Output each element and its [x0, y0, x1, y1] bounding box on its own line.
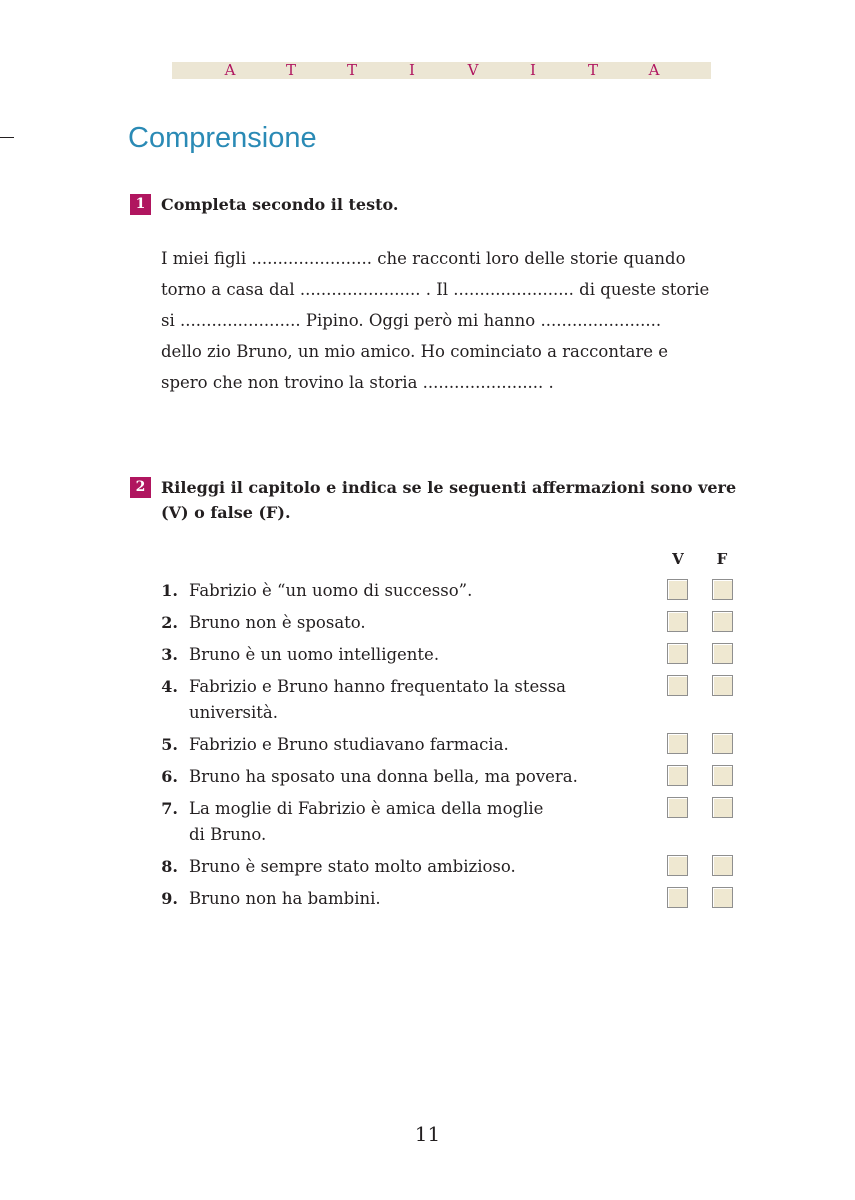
statement-text — [189, 796, 629, 848]
statement-text — [189, 674, 629, 726]
header-letter: A — [648, 61, 660, 79]
statement-line: Fabrizio e Bruno hanno frequentato la stessa — [189, 677, 567, 696]
header-letter: T — [587, 61, 599, 79]
statement-number: 7. — [161, 799, 178, 818]
page-number: 11 — [414, 1122, 441, 1146]
statement-number: 6. — [161, 767, 178, 786]
statement-4-false-checkbox[interactable] — [712, 675, 733, 696]
statement-8-true-checkbox[interactable] — [667, 855, 688, 876]
statement-2-true-checkbox[interactable] — [667, 611, 688, 632]
statement-line: Fabrizio è “un uomo di successo”. — [189, 581, 473, 600]
exercise-1-number-badge: 1 — [130, 194, 151, 215]
statement-text — [189, 886, 629, 912]
crop-mark — [0, 137, 14, 138]
statement-line: Bruno ha sposato una donna bella, ma povera. — [189, 767, 578, 786]
statement-number: 5. — [161, 735, 178, 754]
statement-number: 3. — [161, 645, 178, 664]
statement-text — [189, 732, 629, 758]
statement-line: Bruno non è sposato. — [189, 613, 366, 632]
column-header-false: F — [716, 550, 728, 568]
header-letter: T — [346, 61, 358, 79]
statement-number: 8. — [161, 857, 178, 876]
statement-9-false-checkbox[interactable] — [712, 887, 733, 908]
statement-9-true-checkbox[interactable] — [667, 887, 688, 908]
column-header-true: V — [672, 550, 684, 568]
statement-5-true-checkbox[interactable] — [667, 733, 688, 754]
statement-line: Bruno è sempre stato molto ambizioso. — [189, 857, 516, 876]
statement-5-false-checkbox[interactable] — [712, 733, 733, 754]
activity-header-band — [172, 62, 711, 79]
header-letter: T — [285, 61, 297, 79]
statement-text — [189, 854, 629, 880]
exercise-1-fill-text — [161, 243, 771, 398]
header-letter: A — [224, 61, 236, 79]
section-title: Comprensione — [128, 122, 317, 154]
statement-3-true-checkbox[interactable] — [667, 643, 688, 664]
statement-line: La moglie di Fabrizio è amica della moglie — [189, 799, 544, 818]
statement-number: 9. — [161, 889, 178, 908]
fill-text-line: torno a casa dal ....................... . Il ....................... di queste storie — [161, 280, 710, 299]
statement-7-true-checkbox[interactable] — [667, 797, 688, 818]
statement-1-false-checkbox[interactable] — [712, 579, 733, 600]
statement-6-false-checkbox[interactable] — [712, 765, 733, 786]
statement-text — [189, 610, 629, 636]
statement-1-true-checkbox[interactable] — [667, 579, 688, 600]
statement-6-true-checkbox[interactable] — [667, 765, 688, 786]
statement-text — [189, 764, 629, 790]
header-letter: I — [409, 61, 415, 79]
statement-text — [189, 642, 629, 668]
statement-line: Fabrizio e Bruno studiavano farmacia. — [189, 735, 509, 754]
fill-text-line: si ....................... Pipino. Oggi però mi hanno ....................... — [161, 311, 662, 330]
statement-3-false-checkbox[interactable] — [712, 643, 733, 664]
exercise-2-number-badge: 2 — [130, 477, 151, 498]
statement-8-false-checkbox[interactable] — [712, 855, 733, 876]
statement-line: Bruno è un uomo intelligente. — [189, 645, 440, 664]
statement-line: di Bruno. — [189, 825, 267, 844]
exercise-1-instruction: Completa secondo il testo. — [161, 195, 399, 214]
statement-number: 2. — [161, 613, 178, 632]
statement-number: 4. — [161, 677, 178, 696]
statement-line: Bruno non ha bambini. — [189, 889, 381, 908]
statement-4-true-checkbox[interactable] — [667, 675, 688, 696]
fill-text-line: dello zio Bruno, un mio amico. Ho cominciato a raccontare e — [161, 342, 669, 361]
statement-line: università. — [189, 703, 278, 722]
statement-2-false-checkbox[interactable] — [712, 611, 733, 632]
statement-7-false-checkbox[interactable] — [712, 797, 733, 818]
statement-number: 1. — [161, 581, 178, 600]
header-letter: V — [467, 61, 479, 79]
fill-text-line: spero che non trovino la storia ....................... . — [161, 373, 554, 392]
statement-text — [189, 578, 629, 604]
instruction-line: Rileggi il capitolo e indica se le seguenti affermazioni sono vere — [161, 478, 737, 497]
instruction-line: (V) o false (F). — [161, 503, 291, 522]
exercise-2-instruction — [161, 475, 761, 525]
fill-text-line: I miei figli ....................... che racconti loro delle storie quando — [161, 249, 686, 268]
header-letter: I — [530, 61, 536, 79]
